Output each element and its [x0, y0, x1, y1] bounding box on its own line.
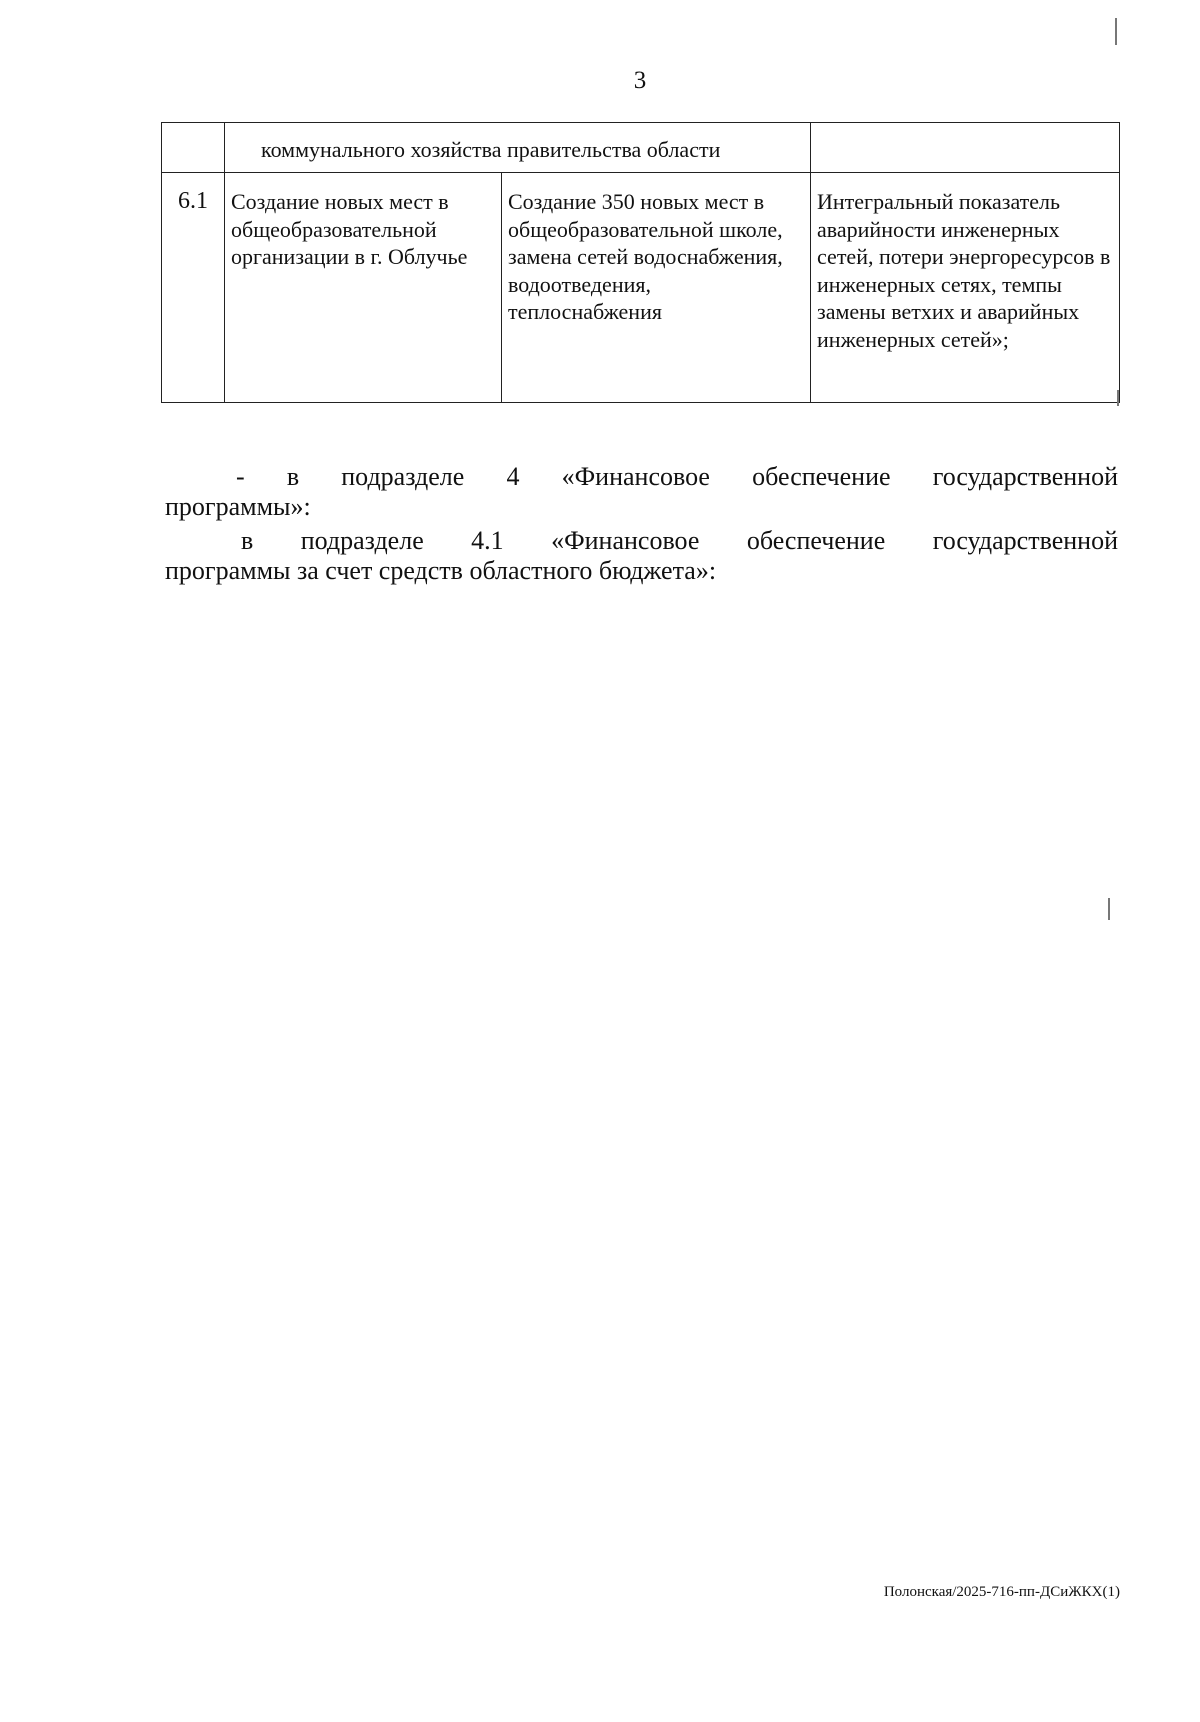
table-row [162, 173, 1120, 403]
paragraph-subsection-4-1-line2: программы за счет средств областного бюджета»: [165, 556, 717, 585]
table-cell-continuation [225, 123, 811, 173]
row-number: 6.1 [162, 173, 225, 403]
scan-artifact [1115, 18, 1117, 45]
event-name-cell: Создание новых мест в общеобразовательной организации в г. Облучье [225, 173, 502, 403]
document-footer-code: Полонская/2025-716-пп-ДСиЖКХ(1) [883, 1584, 1120, 1600]
page-number: 3 [633, 67, 647, 94]
paragraph-subsection-4-1-line1: в подразделе 4.1 «Финансовое обеспечение государственной [241, 526, 1118, 555]
continuation-text: коммунального хозяйства правительства области [261, 137, 721, 162]
scan-artifact [1108, 898, 1110, 920]
indicator-cell: Интегральный показатель аварийности инженерных сетей, потери энергоресурсов в инженерных сетях, темпы замены ветхих и аварийных инженерных сетей»; [811, 173, 1120, 403]
scan-artifact [1117, 390, 1119, 406]
expected-result-cell: Создание 350 новых мест в общеобразовательной школе, замена сетей водоснабжения, водоотведения, теплоснабжения [502, 173, 811, 403]
table-cell-empty [162, 123, 225, 173]
table-cell-empty [811, 123, 1120, 173]
program-table [161, 122, 1120, 403]
paragraph-subsection-4-line1: - в подразделе 4 «Финансовое обеспечение государственной [236, 462, 1118, 491]
paragraph-subsection-4-line2: программы»: [165, 492, 311, 521]
table-row-continuation [162, 123, 1120, 173]
